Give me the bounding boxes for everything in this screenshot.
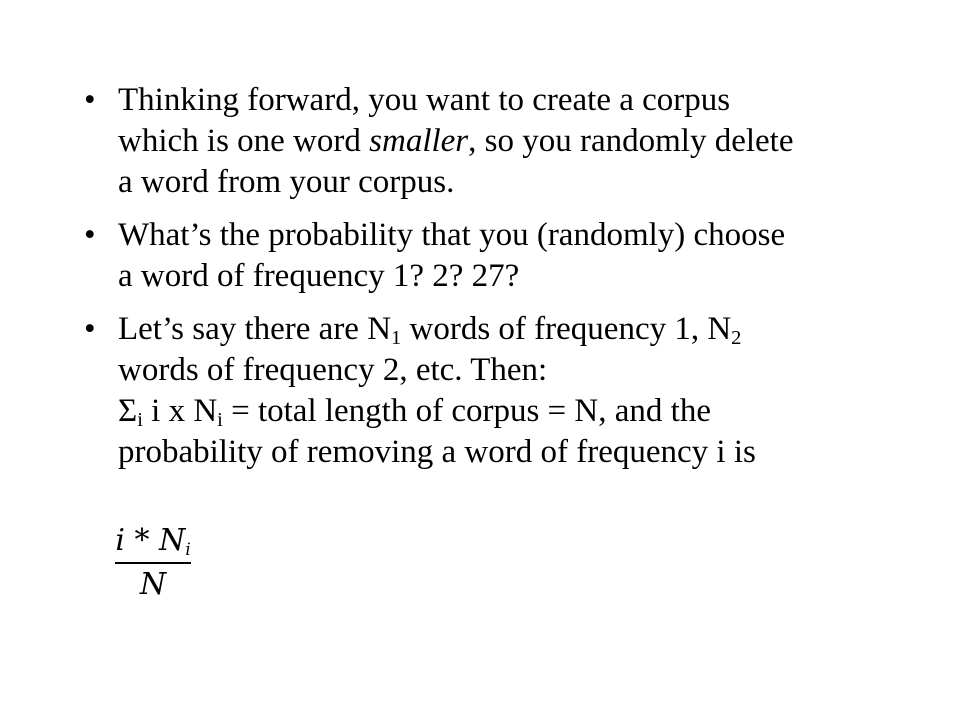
bullet2-line2: a word of frequency 1? 2? 27? [118, 258, 520, 294]
bullet1-line1: Thinking forward, you want to create a corpus [118, 82, 731, 118]
bullet-dot: • [84, 217, 96, 253]
subscript: 2 [731, 327, 742, 350]
bullet3-line2: words of frequency 2, etc. Then: [118, 352, 548, 388]
subscript: i [185, 539, 191, 559]
subscript: i [217, 409, 223, 432]
text: words of frequency 1, N [401, 311, 732, 347]
text: = total length of corpus = N, and the [222, 393, 711, 429]
bullet3-line3 [118, 391, 904, 432]
text: which is one word [118, 123, 370, 159]
probability-formula [115, 522, 191, 604]
text: , so you randomly delete [468, 123, 794, 159]
text: i x N [142, 393, 218, 429]
bullet-dot: • [84, 82, 96, 118]
bullet-item-3 [84, 309, 904, 473]
subscript: 1 [391, 327, 402, 350]
text: i * N [115, 523, 186, 558]
bullet1-line2 [118, 121, 904, 162]
formula-denominator: N [139, 566, 167, 602]
bullet-dot: • [84, 311, 96, 347]
bullet2-line1: What’s the probability that you (randomly) choose [118, 217, 786, 253]
subscript: i [137, 409, 143, 432]
bullet-item-2 [84, 215, 904, 297]
bullet-item-1 [84, 80, 904, 203]
bullet3-line4: probability of removing a word of frequency i is [118, 434, 756, 470]
emphasis-text: smaller [369, 123, 469, 159]
fraction-bar [115, 562, 191, 564]
formula-numerator [115, 522, 191, 560]
bullet-list [84, 80, 904, 485]
sigma-symbol: Σ [118, 393, 138, 429]
text: Let’s say there are N [118, 311, 392, 347]
bullet3-line1 [118, 309, 904, 350]
bullet1-line3: a word from your corpus. [118, 164, 455, 200]
